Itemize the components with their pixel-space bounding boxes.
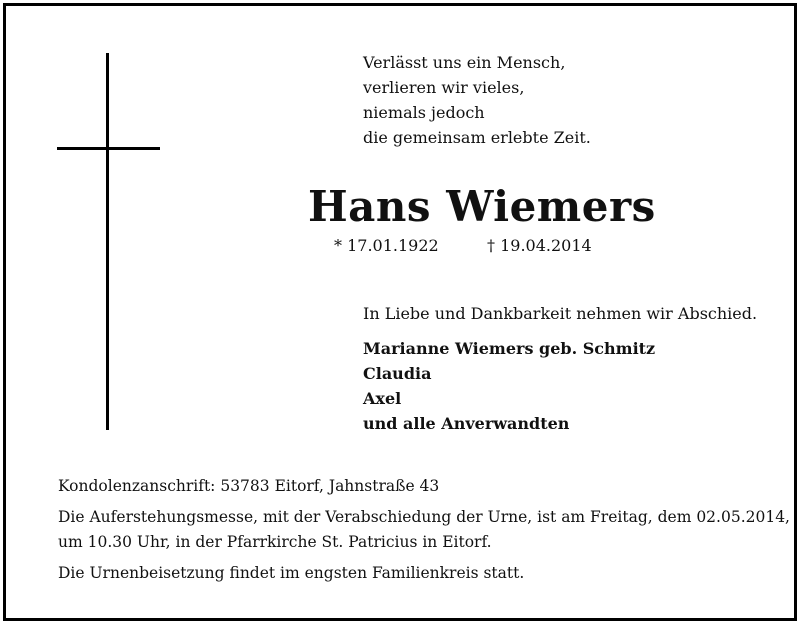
- family-member: Marianne Wiemers geb. Schmitz: [363, 339, 656, 358]
- info-section: [58, 474, 790, 586]
- poem-line: Verlässt uns ein Mensch,: [363, 53, 566, 72]
- poem-line: verlieren wir vieles,: [363, 78, 525, 97]
- cross-icon: [106, 53, 109, 430]
- mass-info-line: Die Auferstehungsmesse, mit der Verabschiedung der Urne, ist am Freitag, dem 02.05.2014,: [58, 508, 790, 526]
- condolence-address: Kondolenzanschrift: 53783 Eitorf, Jahnstraße 43: [58, 477, 440, 495]
- deceased-name: Hans Wiemers: [308, 182, 656, 231]
- poem: [363, 50, 591, 150]
- poem-line: niemals jedoch: [363, 103, 485, 122]
- cross-icon-bar: [57, 147, 160, 150]
- family-member: Axel: [363, 389, 402, 408]
- poem-line: die gemeinsam erlebte Zeit.: [363, 128, 591, 147]
- obituary-notice: [3, 3, 797, 621]
- family-member: Claudia: [363, 364, 432, 383]
- family-list: [363, 336, 655, 436]
- farewell-text: In Liebe und Dankbarkeit nehmen wir Abschied.: [363, 304, 758, 323]
- death-date: † 19.04.2014: [487, 236, 592, 255]
- family-member: und alle Anverwandten: [363, 414, 570, 433]
- birth-date: * 17.01.1922: [334, 236, 439, 255]
- burial-info: Die Urnenbeisetzung findet im engsten Familienkreis statt.: [58, 564, 525, 582]
- mass-info-line: um 10.30 Uhr, in der Pfarrkirche St. Patricius in Eitorf.: [58, 533, 492, 551]
